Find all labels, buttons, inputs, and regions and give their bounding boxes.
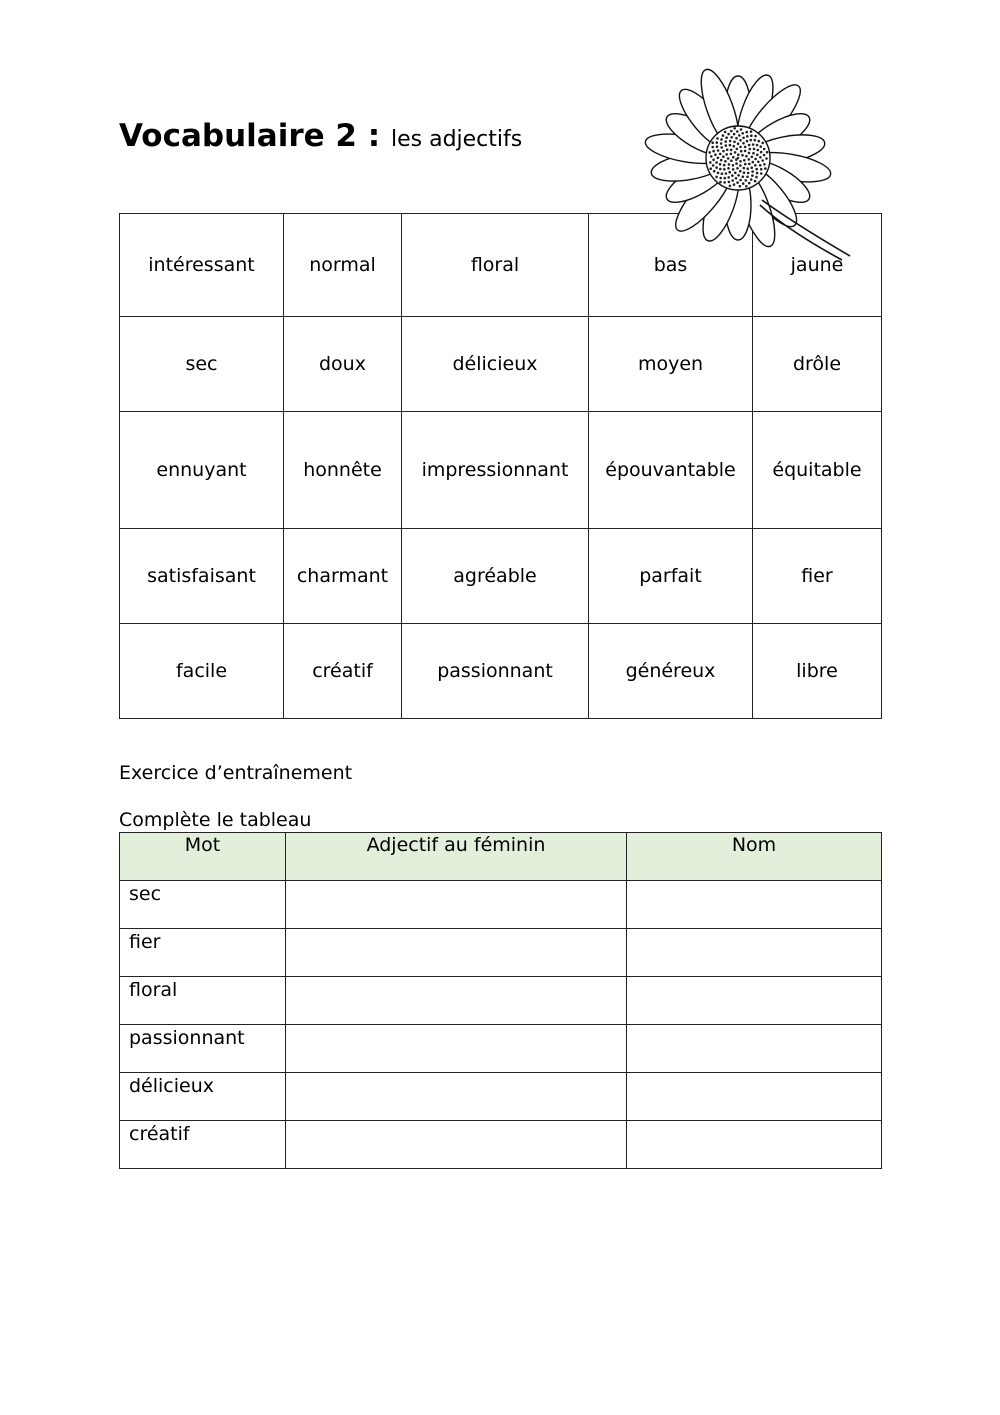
exercise-word: sec — [120, 881, 286, 929]
vocab-word: fier — [753, 529, 882, 624]
exercise-heading: Exercice d’entraînement — [119, 762, 353, 784]
vocab-word: drôle — [753, 317, 882, 412]
noun-answer-cell[interactable] — [627, 881, 882, 929]
exercise-word: floral — [120, 977, 286, 1025]
title-subtitle: les adjectifs — [390, 127, 523, 152]
exercise-row — [120, 977, 882, 1025]
exercise-row — [120, 1025, 882, 1073]
vocab-word: intéressant — [120, 214, 284, 317]
exercise-instruction: Complète le tableau — [119, 809, 312, 831]
noun-answer-cell[interactable] — [627, 977, 882, 1025]
feminine-answer-cell[interactable] — [286, 929, 627, 977]
exercise-row — [120, 1073, 882, 1121]
feminine-answer-cell[interactable] — [286, 1121, 627, 1169]
vocab-word: agréable — [402, 529, 589, 624]
exercise-row — [120, 929, 882, 977]
exercise-header-row — [120, 833, 882, 881]
vocab-word: passionnant — [402, 624, 589, 719]
vocab-word: sec — [120, 317, 284, 412]
vocab-word: satisfaisant — [120, 529, 284, 624]
vocab-row — [120, 624, 882, 719]
noun-answer-cell[interactable] — [627, 929, 882, 977]
vocab-row — [120, 529, 882, 624]
vocab-word: honnête — [284, 412, 402, 529]
exercise-table — [119, 832, 882, 1169]
vocab-row — [120, 317, 882, 412]
exercise-row — [120, 881, 882, 929]
vocab-row — [120, 412, 882, 529]
vocab-word: normal — [284, 214, 402, 317]
vocab-word: doux — [284, 317, 402, 412]
page-title — [119, 116, 522, 160]
vocab-word: ennuyant — [120, 412, 284, 529]
feminine-answer-cell[interactable] — [286, 977, 627, 1025]
vocab-word: équitable — [753, 412, 882, 529]
daisy-flower-icon — [622, 62, 854, 262]
feminine-answer-cell[interactable] — [286, 881, 627, 929]
exercise-word: fier — [120, 929, 286, 977]
exercise-row — [120, 1121, 882, 1169]
vocab-word: délicieux — [402, 317, 589, 412]
exercise-word: créatif — [120, 1121, 286, 1169]
vocab-word: généreux — [589, 624, 753, 719]
vocab-word: jaune — [753, 214, 882, 317]
noun-answer-cell[interactable] — [627, 1073, 882, 1121]
vocab-word: floral — [402, 214, 589, 317]
vocab-word: charmant — [284, 529, 402, 624]
vocab-word: moyen — [589, 317, 753, 412]
title-main: Vocabulaire 2 : — [119, 118, 381, 154]
feminine-answer-cell[interactable] — [286, 1073, 627, 1121]
vocab-word: parfait — [589, 529, 753, 624]
column-header-nom: Nom — [627, 833, 882, 881]
feminine-answer-cell[interactable] — [286, 1025, 627, 1073]
noun-answer-cell[interactable] — [627, 1121, 882, 1169]
vocab-word: impressionnant — [402, 412, 589, 529]
vocab-word: facile — [120, 624, 284, 719]
vocab-word: bas — [589, 214, 753, 317]
column-header-adjectif-feminin: Adjectif au féminin — [286, 833, 627, 881]
vocab-table — [119, 213, 882, 719]
vocab-word: libre — [753, 624, 882, 719]
vocab-word: créatif — [284, 624, 402, 719]
exercise-word: passionnant — [120, 1025, 286, 1073]
noun-answer-cell[interactable] — [627, 1025, 882, 1073]
exercise-word: délicieux — [120, 1073, 286, 1121]
vocab-word: épouvantable — [589, 412, 753, 529]
column-header-mot: Mot — [120, 833, 286, 881]
